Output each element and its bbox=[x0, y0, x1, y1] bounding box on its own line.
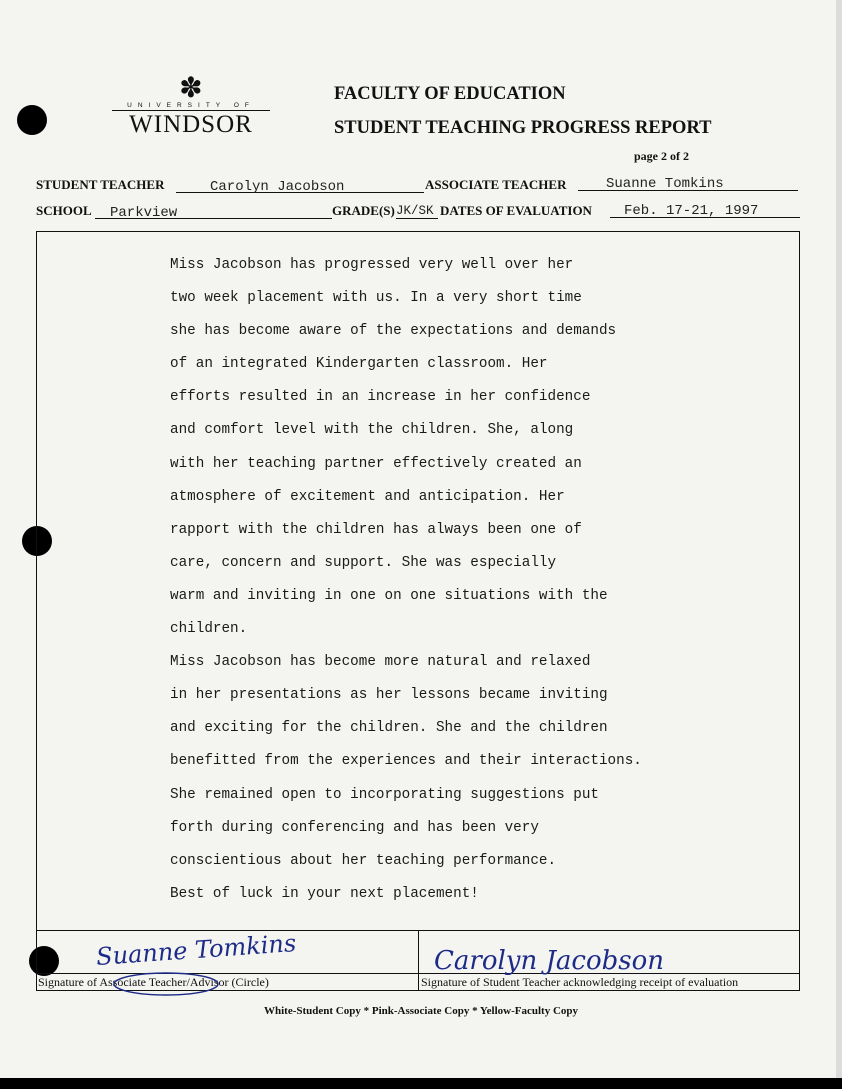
punch-hole-top bbox=[17, 105, 47, 135]
evaluation-line: warm and inviting in one on one situations with the bbox=[170, 587, 608, 604]
evaluation-line: Miss Jacobson has progressed very well over her bbox=[170, 257, 574, 273]
evaluation-line: she has become aware of the expectations and demands bbox=[170, 323, 617, 340]
university-logo bbox=[112, 71, 270, 139]
student-signature-label: Signature of Student Teacher acknowledging receipt of evaluation bbox=[421, 975, 739, 989]
logo-name: WINDSOR bbox=[129, 111, 253, 138]
evaluation-line: atmosphere of excitement and anticipation. Her bbox=[170, 488, 565, 505]
grade-value: JK/SK bbox=[396, 204, 434, 218]
evaluation-line: benefitted from the experiences and their interactions. bbox=[170, 753, 642, 770]
associate-teacher-signature: Suanne Tomkins bbox=[95, 929, 298, 971]
faculty-heading: FACULTY OF EDUCATION bbox=[334, 84, 566, 104]
evaluation-line: She remained open to incorporating suggestions put bbox=[170, 786, 599, 803]
evaluation-line: two week placement with us. In a very short time bbox=[170, 290, 582, 307]
associate-teacher-label: ASSOCIATE TEACHER bbox=[425, 177, 567, 192]
advisor-circle-mark bbox=[108, 970, 228, 1000]
evaluation-line: Best of luck in your next placement! bbox=[170, 885, 479, 902]
grade-label: GRADE(S) bbox=[332, 203, 395, 218]
evaluation-line: Miss Jacobson has become more natural and relaxed bbox=[170, 654, 591, 671]
evaluation-line: conscientious about her teaching performance. bbox=[170, 852, 557, 869]
school-value: Parkview bbox=[110, 205, 178, 221]
evaluation-line: efforts resulted in an increase in her confidence bbox=[170, 389, 591, 406]
page-number: page 2 of 2 bbox=[634, 149, 689, 163]
dates-value: Feb. 17-21, 1997 bbox=[624, 203, 759, 219]
student-teacher-signature: Carolyn Jacobson bbox=[434, 946, 665, 976]
scan-edge bbox=[836, 0, 842, 1089]
school-label: SCHOOL bbox=[36, 203, 92, 218]
evaluation-line: children. bbox=[170, 621, 248, 638]
maple-leaf-icon: ✽ bbox=[179, 71, 203, 104]
evaluation-line: with her teaching partner effectively created an bbox=[170, 455, 582, 472]
student-teacher-value: Carolyn Jacobson bbox=[210, 179, 345, 195]
student-teacher-label: STUDENT TEACHER bbox=[36, 177, 165, 192]
scan-bottom-edge bbox=[0, 1078, 842, 1089]
dates-label: DATES OF EVALUATION bbox=[440, 203, 592, 218]
logo-university-text: UNIVERSITY OF bbox=[112, 102, 270, 111]
evaluation-line: care, concern and support. She was especially bbox=[170, 554, 557, 571]
signature-divider bbox=[418, 930, 419, 991]
evaluation-line: and comfort level with the children. She, along bbox=[170, 422, 574, 439]
copy-distribution-footer: White-Student Copy * Pink-Associate Copy * Yellow-Faculty Copy bbox=[263, 1005, 578, 1017]
evaluation-line: rapport with the children has always been one of bbox=[170, 521, 582, 538]
evaluation-text bbox=[170, 254, 642, 916]
evaluation-line: in her presentations as her lessons became inviting bbox=[170, 687, 608, 704]
associate-teacher-value: Suanne Tomkins bbox=[606, 176, 724, 192]
evaluation-line: and exciting for the children. She and the children bbox=[170, 720, 608, 737]
report-title: STUDENT TEACHING PROGRESS REPORT bbox=[334, 118, 712, 138]
evaluation-line: of an integrated Kindergarten classroom. Her bbox=[170, 356, 548, 373]
evaluation-line: forth during conferencing and has been very bbox=[170, 819, 539, 836]
associate-signature-label: Signature of Associate Teacher/Advisor (Circle) bbox=[38, 975, 269, 989]
